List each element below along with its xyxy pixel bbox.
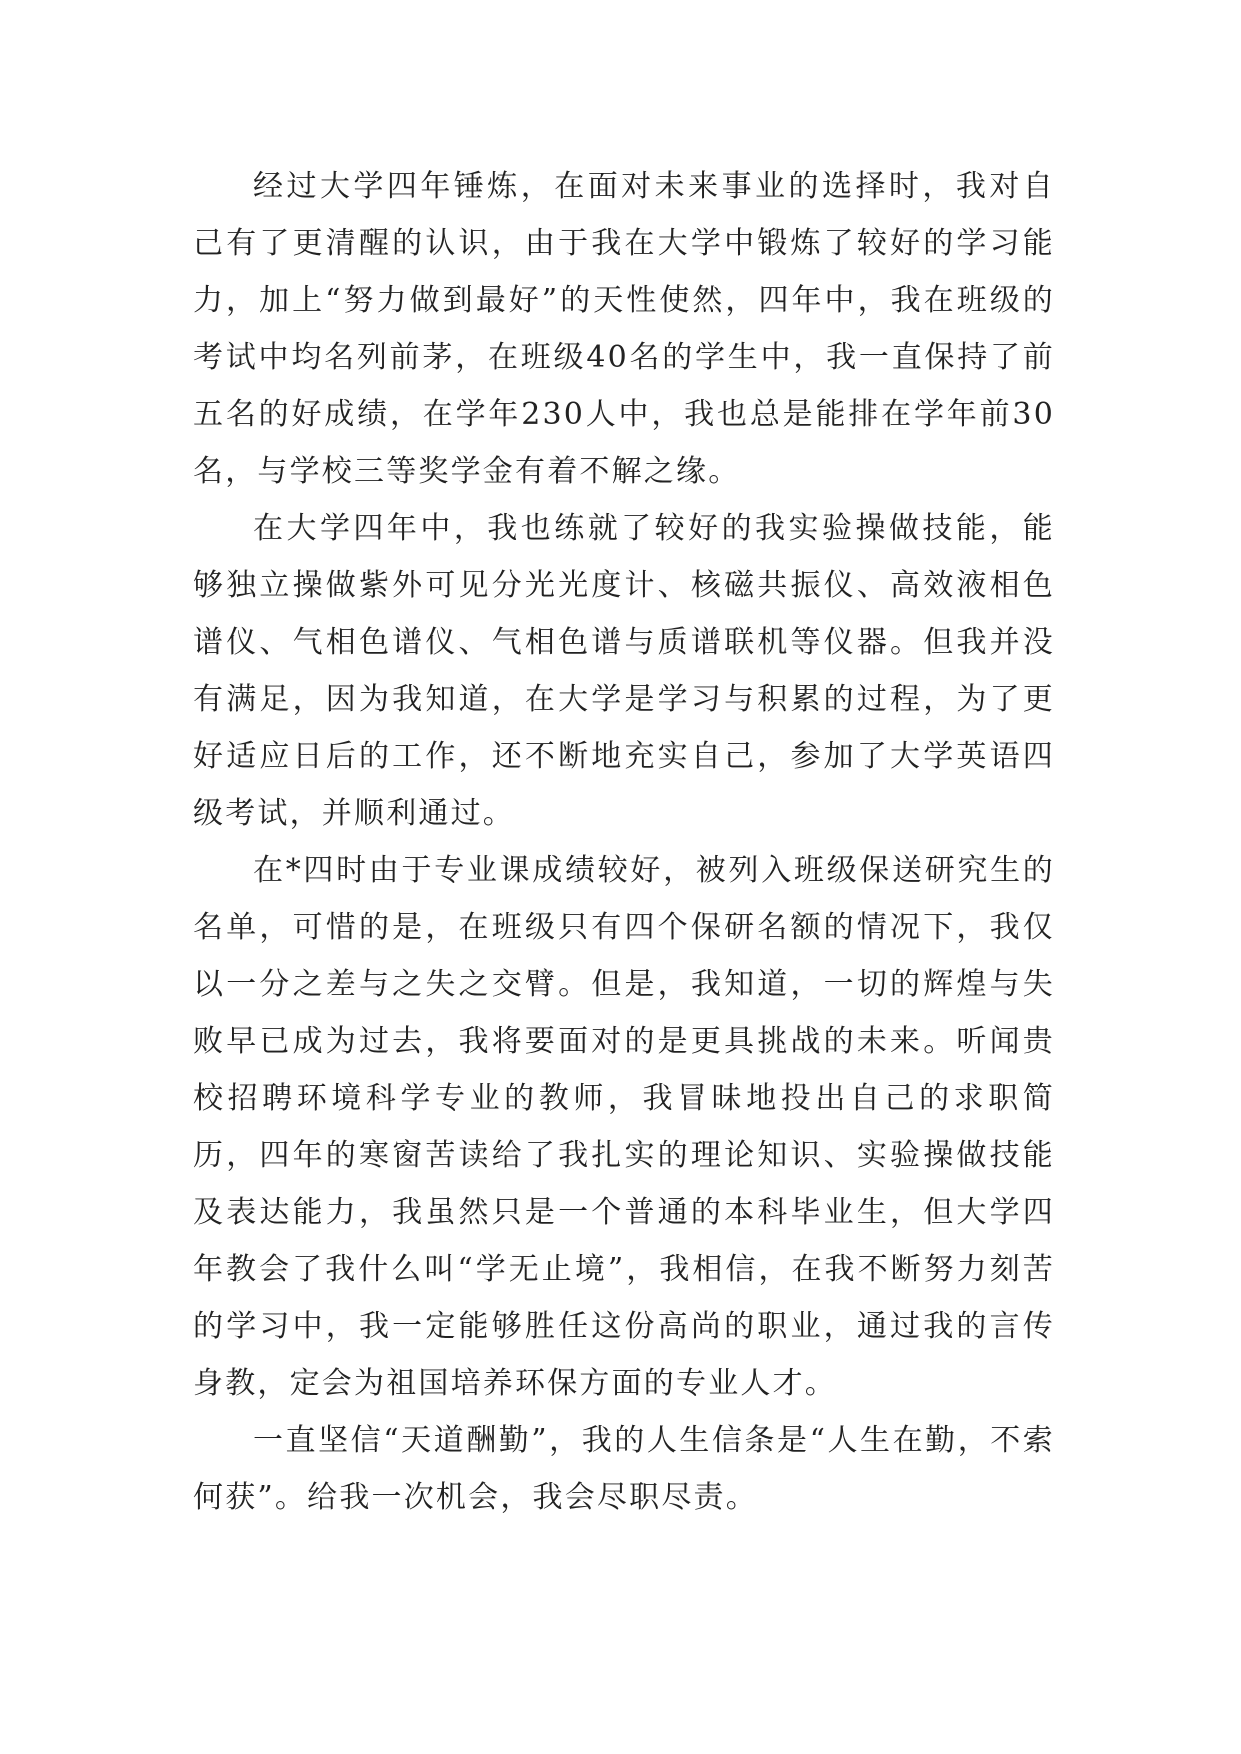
paragraph-2: 在大学四年中，我也练就了较好的我实验操做技能，能够独立操做紫外可见分光光度计、核磁共振仪、高效液相色谱仪、气相色谱仪、气相色谱与质谱联机等仪器。但我并没有满足，因为我知道，在大学是学习与积累的过程，为了更好适应日后的工作，还不断地充实自己，参加了大学英语四级考试，并顺利通过。: [193, 511, 1055, 831]
paragraph-4: 一直坚信“天道酬勤”，我的人生信条是“人生在勤，不索何获”。给我一次机会，我会尽职尽责。: [193, 1423, 1055, 1515]
document-body: [193, 158, 1055, 1526]
paragraph-1: 经过大学四年锤炼，在面对未来事业的选择时，我对自己有了更清醒的认识，由于我在大学中锻炼了较好的学习能力，加上“努力做到最好”的天性使然，四年中，我在班级的考试中均名列前茅，在班级40名的学生中，我一直保持了前五名的好成绩，在学年230人中，我也总是能排在学年前30名，与学校三等奖学金有着不解之缘。: [193, 169, 1055, 489]
paragraph-3: 在*四时由于专业课成绩较好，被列入班级保送研究生的名单，可惜的是，在班级只有四个保研名额的情况下，我仅以一分之差与之失之交臂。但是，我知道，一切的辉煌与失败早已成为过去，我将要面对的是更具挑战的未来。听闻贵校招聘环境科学专业的教师，我冒昧地投出自己的求职简历，四年的寒窗苦读给了我扎实的理论知识、实验操做技能及表达能力，我虽然只是一个普通的本科毕业生，但大学四年教会了我什么叫“学无止境”，我相信，在我不断努力刻苦的学习中，我一定能够胜任这份高尚的职业，通过我的言传身教，定会为祖国培养环保方面的专业人才。: [193, 853, 1055, 1401]
